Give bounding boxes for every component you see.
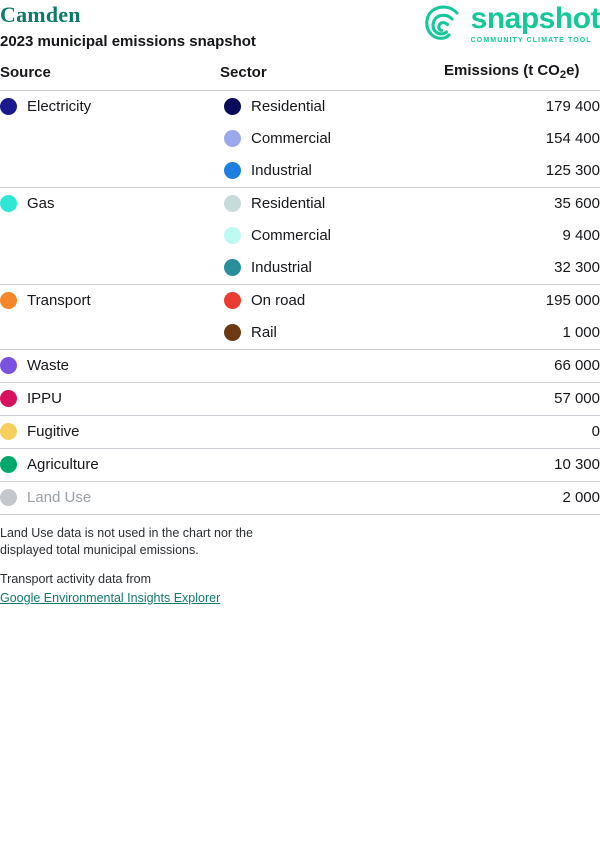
emissions-header-sub: 2 [559, 68, 567, 81]
emissions-value: 10 300 [444, 448, 600, 481]
sector-color-dot [224, 324, 241, 341]
sector-color-dot [224, 195, 241, 212]
table-row [0, 349, 600, 382]
sector-label: Commercial [251, 227, 332, 245]
source-cell [0, 220, 220, 252]
emissions-value: 9 400 [562, 227, 600, 245]
sector-label: Industrial [251, 259, 312, 277]
sector-color-dot [224, 162, 241, 179]
source-label: Agriculture [27, 456, 99, 474]
column-header-emissions [444, 62, 600, 90]
sector-cell [220, 415, 444, 448]
sector-color-dot [224, 292, 241, 309]
emissions-value: 195 000 [545, 292, 600, 310]
eie-link[interactable]: Google Environmental Insights Explorer [0, 590, 221, 605]
table-row [0, 252, 600, 285]
emissions-value: 125 300 [444, 155, 600, 188]
sector-color-dot [224, 227, 241, 244]
emissions-value: 35 600 [554, 195, 600, 213]
source-cell [0, 123, 220, 155]
source-cell [0, 349, 220, 382]
source-label: Gas [27, 195, 55, 213]
sector-label: Rail [251, 324, 277, 342]
emissions-value: 32 300 [444, 252, 600, 285]
emissions-value: 0 [444, 415, 600, 448]
source-color-dot [0, 98, 17, 115]
table-body [0, 90, 600, 514]
emissions-value: 2 000 [444, 481, 600, 514]
sector-cell [220, 187, 444, 220]
source-cell [0, 90, 220, 123]
table-row [0, 448, 600, 481]
brand-tagline: COMMUNITY CLIMATE TOOL [470, 37, 592, 44]
source-cell [0, 187, 220, 220]
emissions-value: 154 400 [545, 130, 600, 148]
emissions-value: 179 400 [545, 98, 600, 116]
table-row [0, 481, 600, 514]
column-header-source: Source [0, 62, 220, 90]
table-row [0, 415, 600, 448]
landuse-note-line1: Land Use data is not used in the chart nor the [0, 525, 253, 540]
landuse-note-line2: displayed total municipal emissions. [0, 542, 199, 557]
emissions-table [0, 62, 600, 515]
source-color-dot [0, 489, 17, 506]
source-color-dot [0, 195, 17, 212]
footnotes [0, 515, 600, 607]
column-header-sector: Sector [220, 62, 444, 90]
sector-cell [220, 155, 444, 188]
sector-cell [220, 349, 444, 382]
source-label: Transport [27, 292, 91, 310]
source-cell [0, 252, 220, 285]
sector-label: Industrial [251, 162, 312, 180]
sector-color-dot [224, 130, 241, 147]
table-row [0, 284, 600, 317]
transport-note [0, 571, 600, 588]
source-label: IPPU [27, 390, 63, 408]
table-row [0, 220, 600, 252]
source-cell [0, 382, 220, 415]
emissions-header-suffix: e) [566, 62, 580, 79]
emissions-value: 57 000 [444, 382, 600, 415]
snapshot-wordmark [471, 4, 600, 44]
source-cell [0, 284, 220, 317]
source-cell [0, 155, 220, 188]
sector-label: Commercial [251, 130, 332, 148]
emissions-value: 1 000 [444, 317, 600, 350]
sector-color-dot [224, 98, 241, 115]
sector-cell [220, 317, 444, 350]
sector-cell [220, 481, 444, 514]
sector-cell [220, 252, 444, 285]
emissions-header-prefix: Emissions (t CO [444, 62, 560, 79]
sector-label: On road [251, 292, 306, 310]
table-row [0, 90, 600, 123]
page-title: Camden [0, 2, 81, 27]
sector-cell [220, 220, 444, 252]
table-row [0, 155, 600, 188]
sector-cell [220, 448, 444, 481]
source-color-dot [0, 390, 17, 407]
table-row [0, 187, 600, 220]
source-label: Waste [27, 357, 69, 375]
transport-note-text: Transport activity data from [0, 571, 151, 586]
sector-label: Residential [251, 195, 326, 213]
page-header [0, 0, 600, 62]
source-cell [0, 481, 220, 514]
sector-label: Residential [251, 98, 326, 116]
table-row [0, 382, 600, 415]
sector-cell [220, 90, 444, 123]
source-color-dot [0, 292, 17, 309]
source-color-dot [0, 456, 17, 473]
source-cell [0, 415, 220, 448]
landuse-note [0, 525, 600, 559]
table-row [0, 317, 600, 350]
brand-word: snapshot [470, 2, 600, 35]
source-color-dot [0, 423, 17, 440]
emissions-value: 66 000 [444, 349, 600, 382]
snapshot-mark-icon [421, 2, 463, 46]
table-row [0, 123, 600, 155]
snapshot-logo [421, 2, 600, 46]
sector-cell [220, 284, 444, 317]
sector-cell [220, 123, 444, 155]
source-cell [0, 317, 220, 350]
source-label: Electricity [27, 98, 92, 116]
sector-color-dot [224, 259, 241, 276]
table-header [0, 62, 600, 90]
source-label: Fugitive [27, 423, 80, 441]
page-subtitle: 2023 municipal emissions snapshot [0, 33, 256, 50]
source-label: Land Use [27, 489, 92, 507]
sector-cell [220, 382, 444, 415]
source-cell [0, 448, 220, 481]
source-color-dot [0, 357, 17, 374]
